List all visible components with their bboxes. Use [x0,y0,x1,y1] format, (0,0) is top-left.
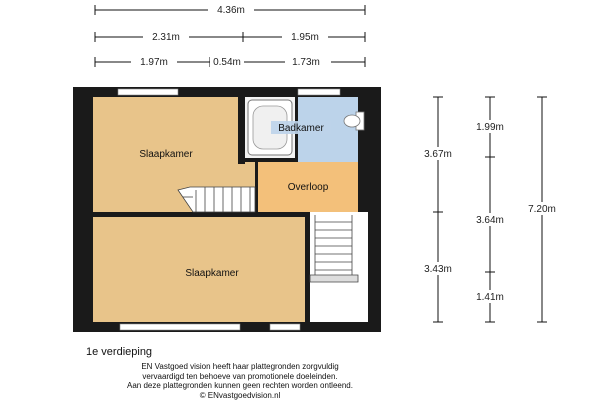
disclaimer [60,362,420,400]
disclaimer-line-3: Aan deze plattegronden kunnen geen rechten worden ontleend. [127,381,353,390]
window-top-right [298,89,340,95]
disclaimer-line-1: EN Vastgoed vision heeft haar plattegronden zorgvuldig [141,362,339,371]
top-dimension-labels [131,3,331,68]
dim-label-4-36: 4.36m [217,5,245,16]
disclaimer-line-2: vervaardigd ten behoeve van promotionele doeleinden. [142,371,338,381]
floor-title: 1e verdieping [86,346,153,358]
dim-label-0-54: 0.54m [213,57,241,68]
window-bottom-left [120,324,240,330]
dim-label-1-73: 1.73m [292,57,320,68]
window-bottom-right [270,324,300,330]
dim-label-3-67: 3.67m [424,149,452,160]
dim-label-1-41: 1.41m [476,292,504,303]
dim-label-7-20: 7.20m [528,204,556,215]
label-slaapkamer-bottom: Slaapkamer [185,268,239,279]
dim-label-3-43: 3.43m [424,264,452,275]
dim-label-1-97: 1.97m [140,57,168,68]
stair-shaft [310,212,358,322]
label-slaapkamer-top: Slaapkamer [139,149,193,160]
dim-label-1-99: 1.99m [476,122,504,133]
label-overloop: Overloop [287,182,329,193]
label-badkamer: Badkamer [278,123,324,134]
dim-label-3-64: 3.64m [476,215,504,226]
window-top-left [118,89,178,95]
dim-label-1-95: 1.95m [291,32,319,43]
dim-label-2-31: 2.31m [152,32,180,43]
disclaimer-line-4: © ENvastgoedvision.nl [199,390,281,400]
